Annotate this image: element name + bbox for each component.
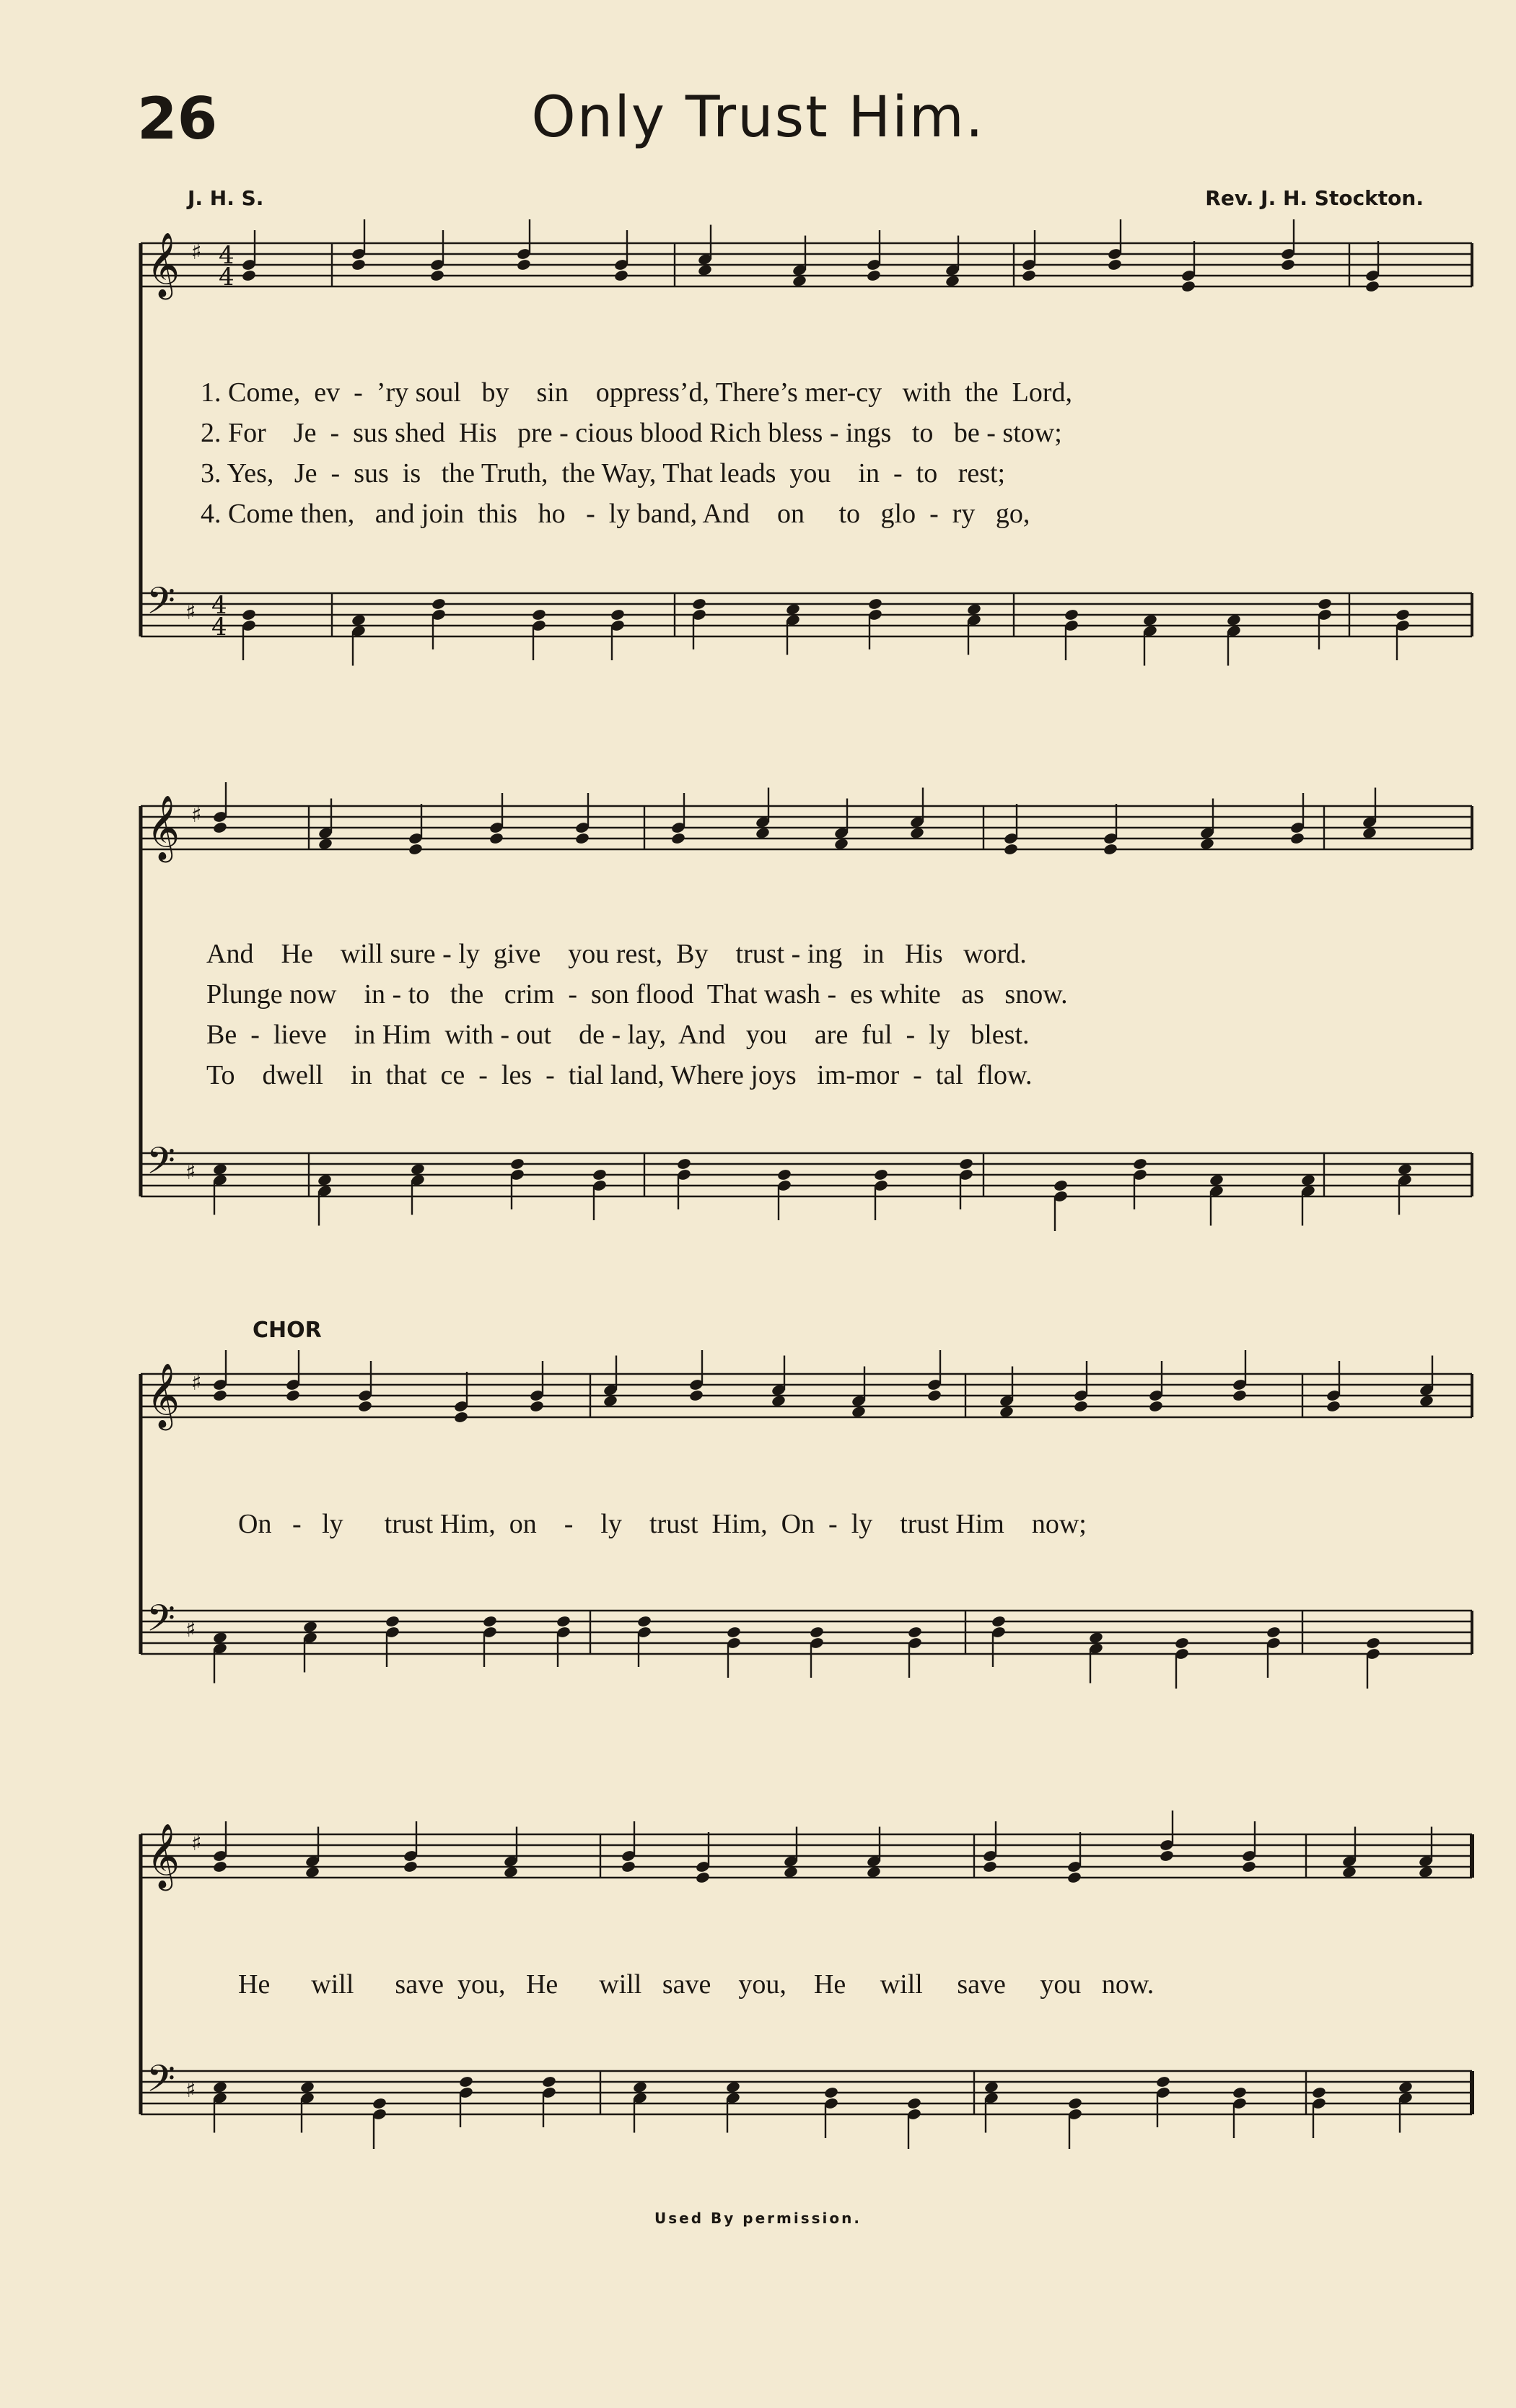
svg-text:♯: ♯ bbox=[191, 802, 202, 828]
verse-2-line-1: 2. For Je - sus shed His pre - cious blood Rich bless - ings to be - stow; bbox=[201, 418, 1062, 448]
verse-1-line-1: 1. Come, ev - ’ry soul by sin oppress’d, There’s mer-cy with the Lord, bbox=[201, 377, 1072, 408]
svg-text:♯: ♯ bbox=[191, 1831, 202, 1856]
verse-4-line-2: To dwell in that ce - les - tial land, Where joys im-mor - tal flow. bbox=[206, 1060, 1033, 1090]
chorus-lyrics-1: On - ly trust Him, on - ly trust Him, On - ly trust Him now; bbox=[238, 1509, 1087, 1539]
svg-text:𝄞: 𝄞 bbox=[146, 1823, 180, 1888]
svg-text:𝄢: 𝄢 bbox=[146, 2057, 175, 2109]
svg-text:♯: ♯ bbox=[185, 1160, 196, 1185]
svg-text:4: 4 bbox=[211, 591, 227, 620]
chorus-lyrics-2: He will save you, He will save you, He will save you now. bbox=[238, 1969, 1154, 2000]
svg-text:𝄞: 𝄞 bbox=[146, 1363, 180, 1428]
hymn-title: Only Trust Him. bbox=[531, 85, 985, 150]
svg-text:𝄢: 𝄢 bbox=[146, 1139, 175, 1191]
composer-credit: Rev. J. H. Stockton. bbox=[1205, 186, 1424, 210]
verse-2-line-2: Plunge now in - to the crim - son flood That wash - es white as snow. bbox=[206, 979, 1068, 1010]
permission-note: Used By permission. bbox=[654, 2210, 862, 2227]
svg-text:𝄢: 𝄢 bbox=[146, 1596, 175, 1649]
verse-3-line-1: 3. Yes, Je - sus is the Truth, the Way, That leads you in - to rest; bbox=[201, 458, 1006, 489]
svg-text:♯: ♯ bbox=[191, 1370, 202, 1396]
svg-text:♯: ♯ bbox=[185, 2078, 196, 2103]
svg-text:𝄞: 𝄞 bbox=[146, 232, 180, 297]
verse-4-line-1: 4. Come then, and join this ho - ly band, And on to glo - ry go, bbox=[201, 499, 1030, 529]
svg-text:𝄞: 𝄞 bbox=[146, 795, 180, 860]
verse-1-line-2: And He will sure - ly give you rest, By trust - ing in His word. bbox=[206, 939, 1027, 969]
page-number: 26 bbox=[137, 85, 218, 152]
svg-text:𝄢: 𝄢 bbox=[146, 579, 175, 631]
svg-text:4: 4 bbox=[219, 241, 235, 270]
chorus-label: CHOR bbox=[253, 1318, 322, 1343]
svg-text:♯: ♯ bbox=[185, 1617, 196, 1642]
svg-text:4: 4 bbox=[219, 263, 235, 292]
svg-text:♯: ♯ bbox=[191, 240, 202, 265]
verse-3-line-2: Be - lieve in Him with - out de - lay, And you are ful - ly blest. bbox=[206, 1020, 1030, 1050]
svg-text:♯: ♯ bbox=[185, 600, 196, 625]
lyricist-credit: J. H. S. bbox=[188, 186, 264, 210]
svg-text:4: 4 bbox=[211, 613, 227, 642]
